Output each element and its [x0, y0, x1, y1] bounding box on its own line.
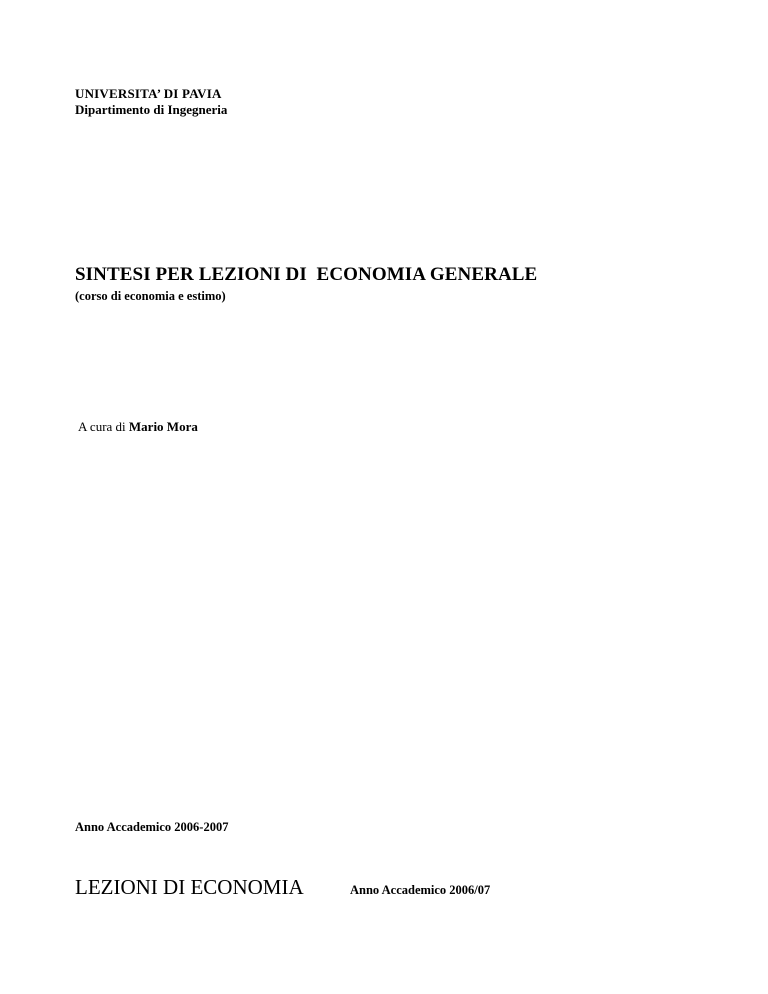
curator-prefix: A cura di: [78, 419, 129, 434]
document-subtitle: (corso di economia e estimo): [75, 289, 226, 303]
document-title: SINTESI PER LEZIONI DI ECONOMIA GENERALE: [75, 264, 538, 285]
footer-title: LEZIONI DI ECONOMIA: [75, 875, 304, 899]
academic-year: Anno Accademico 2006-2007: [75, 820, 229, 834]
university-name: UNIVERSITA’ DI PAVIA: [75, 86, 222, 101]
curator-name: Mario Mora: [128, 419, 198, 434]
curator-line: [78, 419, 198, 435]
footer-year: Anno Accademico 2006/07: [350, 883, 491, 897]
department-name: Dipartimento di Ingegneria: [75, 102, 228, 117]
